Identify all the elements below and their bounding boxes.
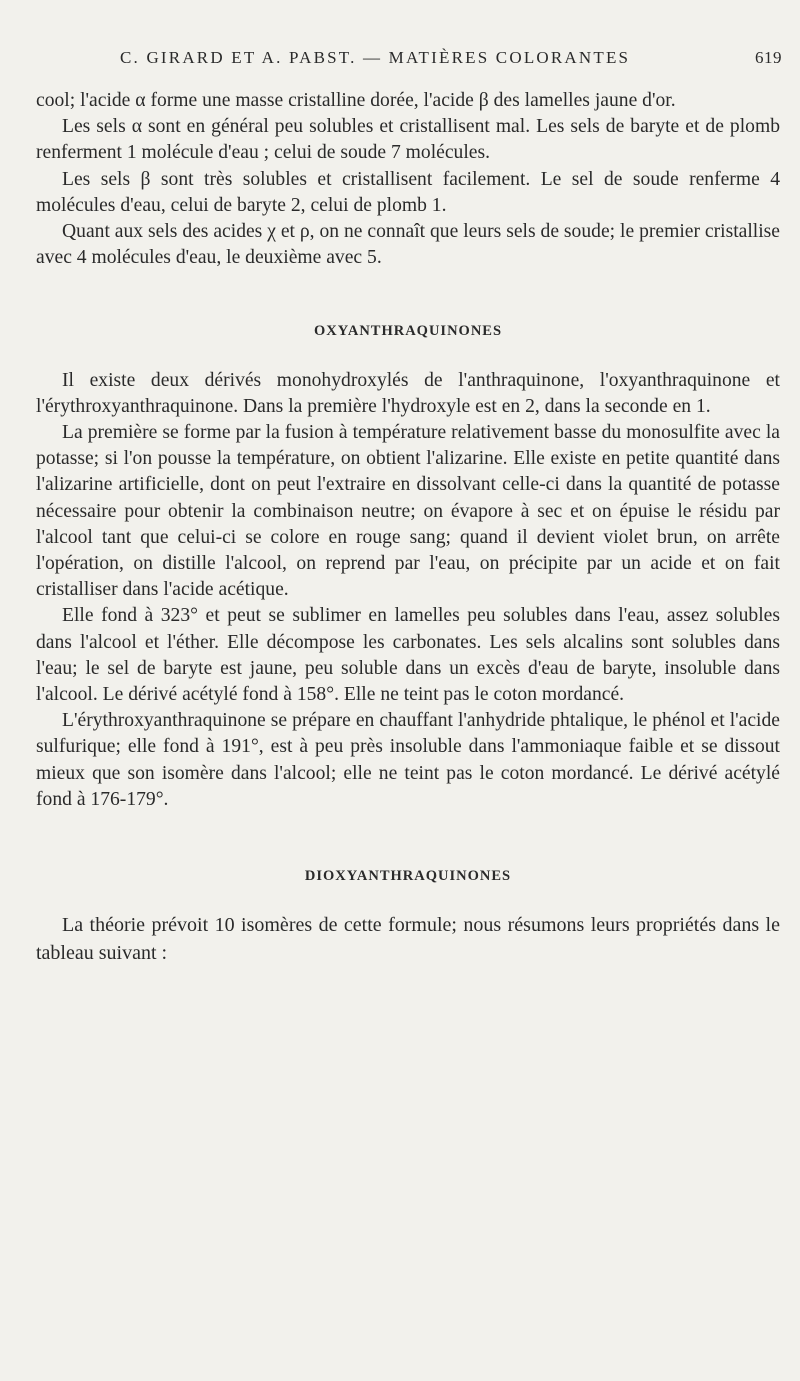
paragraph: Les sels β sont très solubles et cristallisent facilement. Le sel de soude renferme 4 molécules d'eau, celui de baryte 2, celui de plomb 1. <box>36 168 780 216</box>
paragraph: L'érythroxyanthraquinone se prépare en chauffant l'anhydride phtalique, le phénol et l'acide sulfurique; elle fond à 191°, est à peu près insoluble dans l'ammoniaque faible et se dissout mieux que son isomère dans l'alcool; elle ne teint pas le coton mordancé. Le dérivé acétylé fond à 176-179°. <box>36 710 780 810</box>
paragraph: La première se forme par la fusion à température relativement basse du monosulfite avec la potasse; si l'on pousse la température, on obtient l'alizarine. Elle existe en petite quantité dans l'alizarine artificielle, dont on peut l'extraire en dissolvant celle-ci dans la quantité de potasse nécessaire pour obtenir la combinaison neutre; on évapore à sec et on épuise le résidu par l'alcool tant que celui-ci se colore en rouge sang; quand il devient violet brun, on arrête l'opération, on distille l'alcool, on reprend par l'eau, on précipite par un acide et on fait cristalliser dans l'acide acétique. <box>36 422 780 601</box>
paragraph: Les sels α sont en général peu solubles et cristallisent mal. Les sels de baryte et de plomb renferment 1 molécule d'eau ; celui de soude 7 molécules. <box>36 116 780 164</box>
paragraph: cool; l'acide α forme une masse cristalline dorée, l'acide β des lamelles jaune d'or. <box>36 90 676 111</box>
paragraph: La théorie prévoit 10 isomères de cette formule; nous résumons leurs propriétés dans le tableau suivant : <box>36 914 780 965</box>
section-heading-dioxyanthraquinones: DIOXYANTHRAQUINONES <box>304 868 512 885</box>
section-heading-oxyanthraquinones: OXYANTHRAQUINONES <box>313 323 503 340</box>
paragraph: Quant aux sels des acides χ et ρ, on ne connaît que leurs sels de soude; le premier cristallise avec 4 molécules d'eau, le deuxième avec 5. <box>36 221 780 269</box>
body-text <box>36 88 780 967</box>
running-header <box>32 48 782 74</box>
page-number: 619 <box>755 48 782 67</box>
paragraph: Elle fond à 323° et peut se sublimer en lamelles peu solubles dans l'eau, assez solubles dans l'alcool et l'éther. Elle décompose les carbonates. Les sels alcalins sont solubles dans l'eau; le sel de baryte est jaune, peu soluble dans un excès d'eau de baryte, insoluble dans l'alcool. Le dérivé acétylé fond à 158°. Elle ne teint pas le coton mordancé. <box>36 605 780 706</box>
running-title: C. GIRARD ET A. PABST. — MATIÈRES COLORANTES <box>120 48 631 67</box>
paragraph: Il existe deux dérivés monohydroxylés de l'anthraquinone, l'oxyanthraquinone et l'érythroxyanthraquinone. Dans la première l'hydroxyle est en 2, dans la seconde en 1. <box>36 369 780 417</box>
